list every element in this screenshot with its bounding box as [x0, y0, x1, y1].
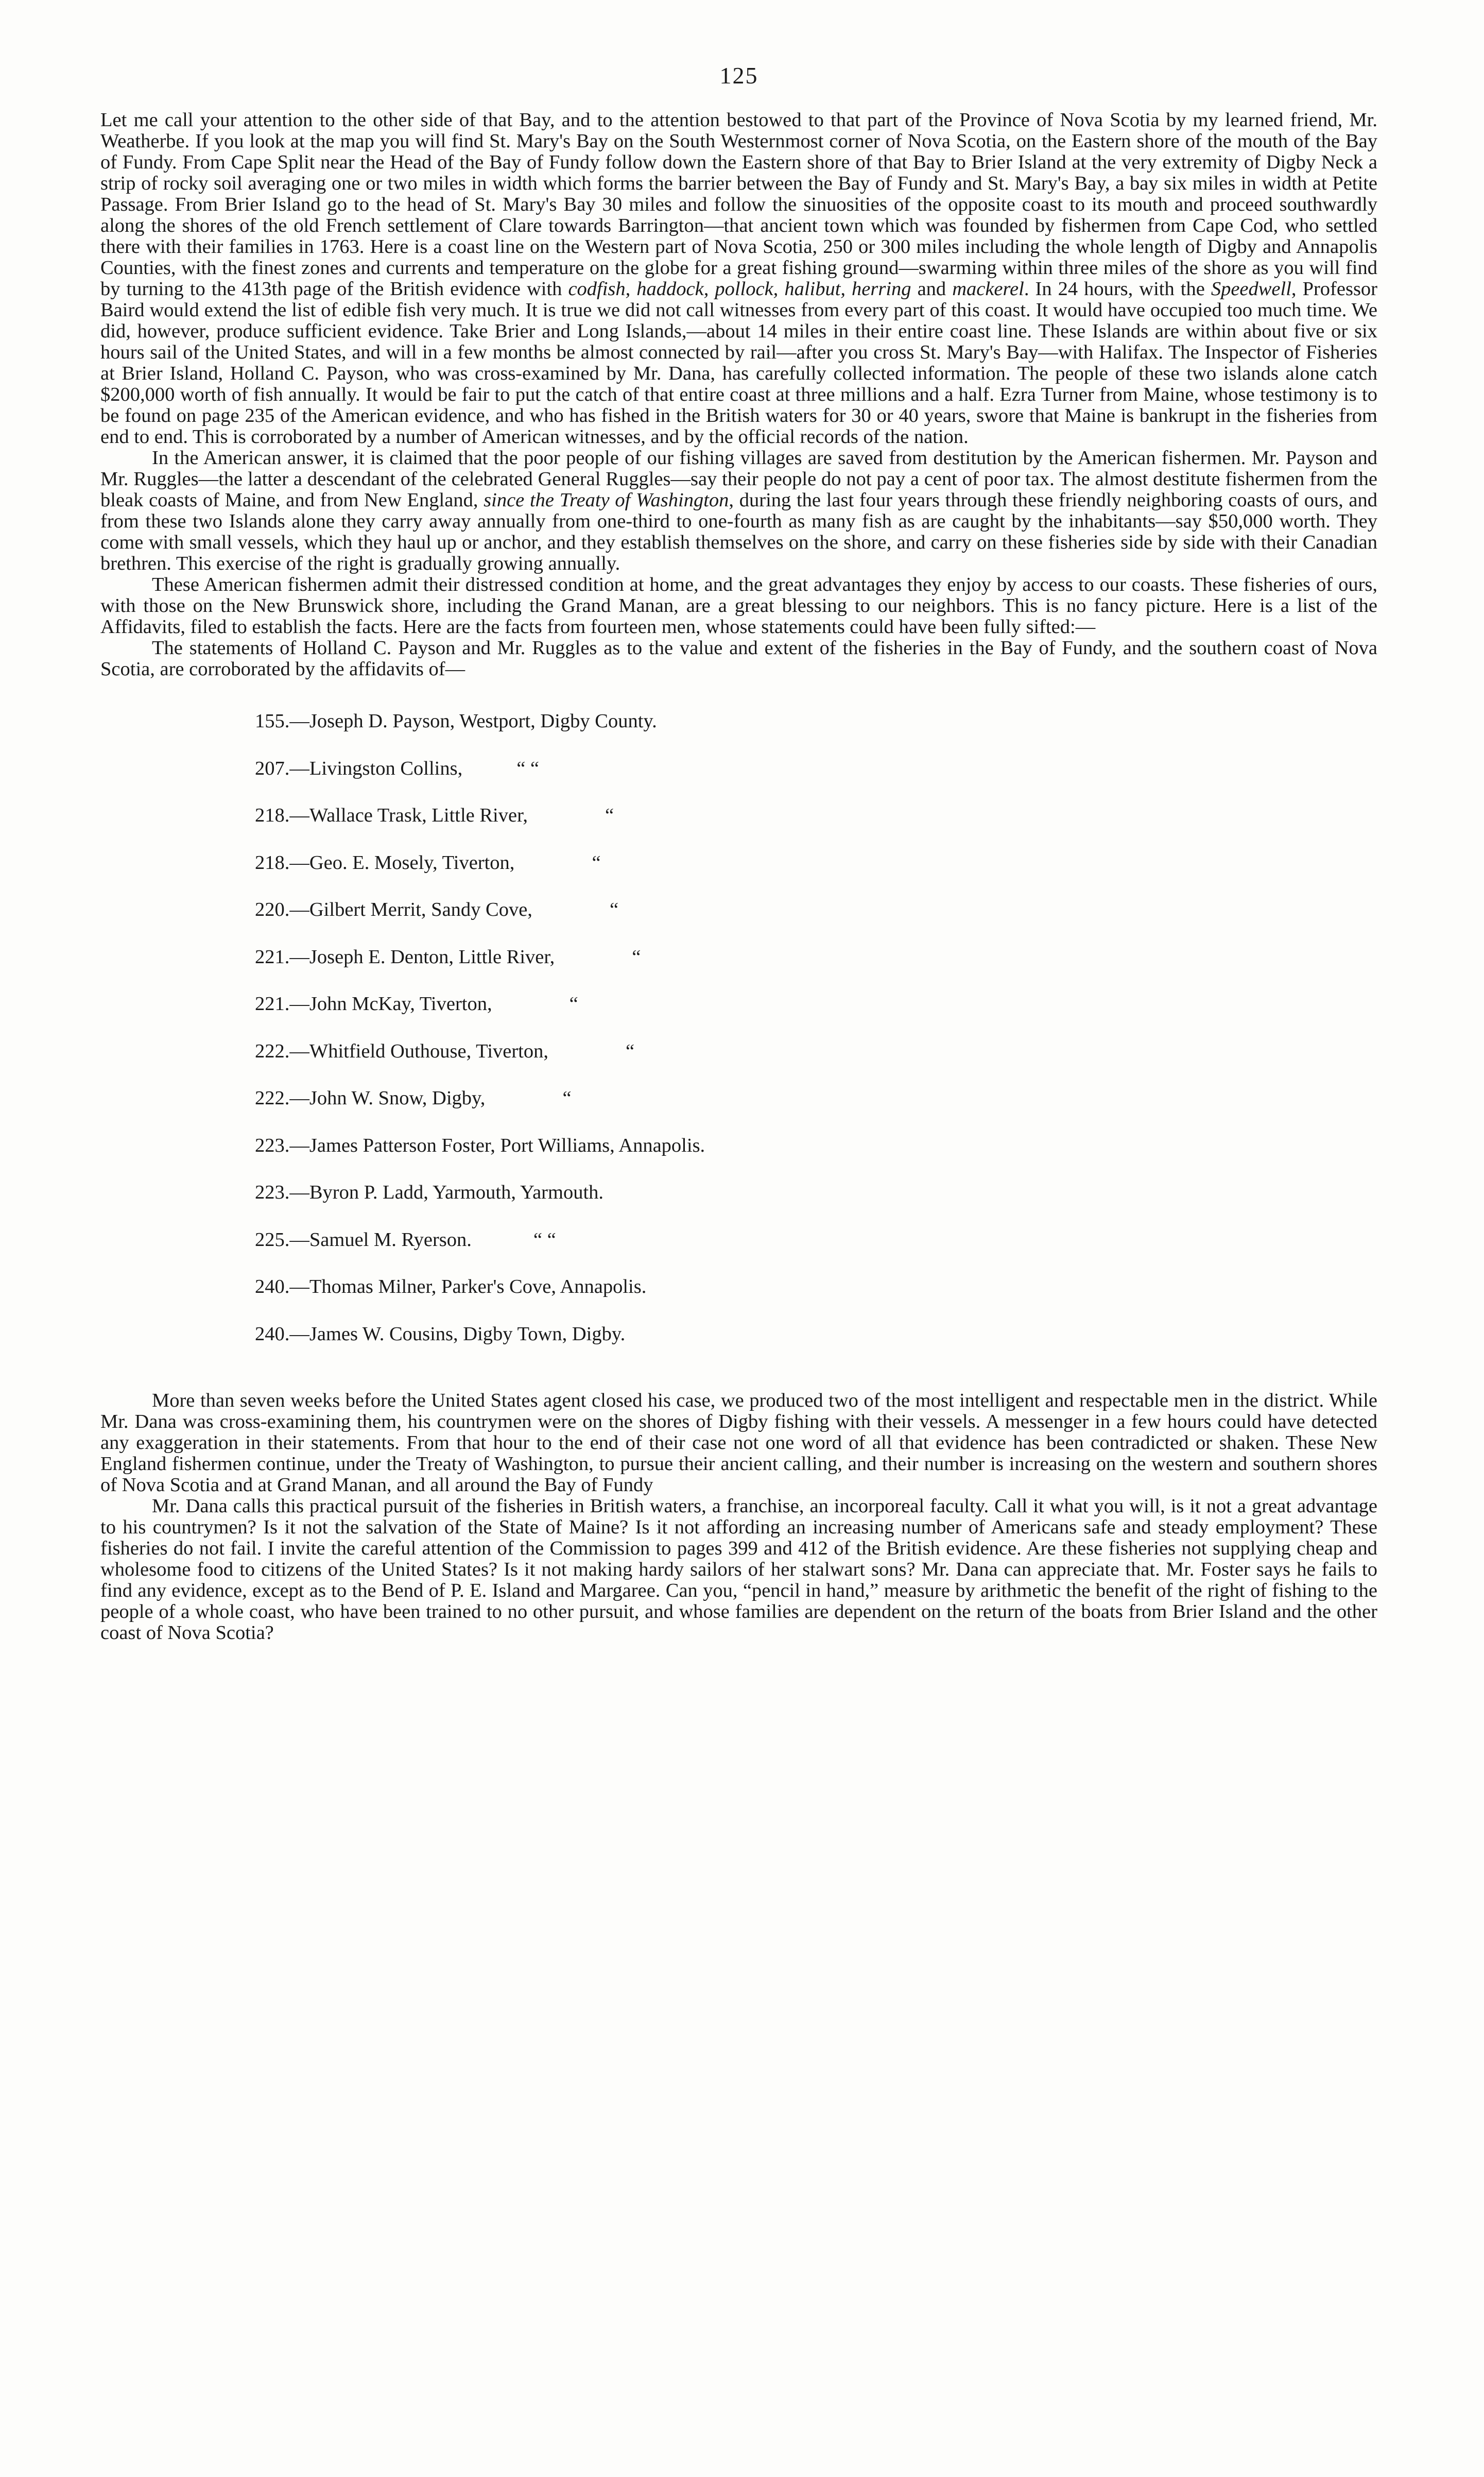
paragraph-text: , during the last four years through these friendly neighboring coasts of ours, and from these two Islands alone they carry away annually from one-third to one-fourth as many fish as are caught by the inhabitants—say $50,000 worth. They come with small vessels, which they haul up or anchor, and they establish themselves on the shore, and carry on these fisheries side by side with their Canadian brethren. This exercise of the right is gradually growing annually.	[100, 489, 1377, 574]
affidavit-row	[255, 993, 1377, 1040]
paragraph	[100, 448, 1377, 574]
ditto-mark: “	[605, 805, 614, 826]
affidavit-row	[255, 1275, 1377, 1323]
affidavit-entry: 223.—Byron P. Ladd, Yarmouth, Yarmouth.	[255, 1182, 604, 1203]
affidavit-row	[255, 1323, 1377, 1370]
affidavit-entry: 222.—John W. Snow, Digby,	[255, 1087, 486, 1109]
body-text-top	[100, 110, 1377, 680]
ditto-mark: “	[632, 946, 641, 968]
ditto-mark: “	[592, 851, 601, 874]
paragraph	[100, 1390, 1377, 1496]
affidavit-entry: 240.—James W. Cousins, Digby Town, Digby.	[255, 1323, 626, 1345]
paragraph-text: In the American answer, it is claimed that the poor people of our fishing villages are saved from destitution by the American fishermen. Mr. Payson and Mr. Ruggles—the latter a descendant of the celebrated General Ruggles—say their people do not pay a cent of poor tax. The almost destitute fishermen from the bleak coasts of Maine, and from New England,	[100, 447, 1377, 511]
paragraph-text: More than seven weeks before the United States agent closed his case, we produced two of the most intelligent and respectable men in the district. While Mr. Dana was cross-examining them, his countrymen were on the shores of Digby fishing with their vessels. A messenger in a few hours could have detected any exaggeration in their statements. From that hour to the end of their case not one word of all that evidence has been contradicted or shaken. These New England fishermen continue, under the Treaty of Washington, to pursue their ancient calling, and their number is increasing on the western and southern shores of Nova Scotia and at Grand Manan, and all around the Bay of Fundy	[100, 1390, 1377, 1496]
affidavit-row	[255, 1040, 1377, 1087]
affidavit-entry: 221.—John McKay, Tiverton,	[255, 993, 492, 1015]
document-page	[100, 62, 1377, 2452]
page-number: 125	[719, 62, 758, 89]
affidavit-row	[255, 1228, 1377, 1276]
paragraph	[100, 574, 1377, 638]
affidavit-entry: 222.—Whitfield Outhouse, Tiverton,	[255, 1040, 548, 1062]
italic-text: since the Treaty of Washington	[484, 489, 729, 511]
paragraph-text: . In 24 hours, with the	[1024, 278, 1211, 300]
affidavit-entry: 221.—Joseph E. Denton, Little River,	[255, 946, 555, 968]
affidavit-row	[255, 710, 1377, 757]
ditto-mark: “ “	[533, 1228, 556, 1251]
affidavit-entry: 225.—Samuel M. Ryerson.	[255, 1228, 472, 1251]
paragraph-text: These American fishermen admit their distressed condition at home, and the great advantages they enjoy by access to our coasts. These fisheries of ours, with those on the New Brunswick shore, including the Grand Manan, are a great blessing to our neighbors. This is no fancy picture. Here is a list of the Affidavits, filed to establish the facts. Here are the facts from fourteen men, whose statements could have been fully sifted:—	[100, 574, 1377, 638]
affidavit-entry: 218.—Wallace Trask, Little River,	[255, 805, 528, 826]
body-text-bottom	[100, 1390, 1377, 1644]
affidavit-entry: 240.—Thomas Milner, Parker's Cove, Annapolis.	[255, 1276, 647, 1297]
paragraph-text: and	[911, 278, 953, 300]
paragraph	[100, 638, 1377, 680]
paragraph	[100, 110, 1377, 448]
ditto-mark: “	[569, 993, 578, 1015]
ditto-mark: “	[562, 1087, 572, 1109]
affidavit-row	[255, 946, 1377, 993]
paragraph	[100, 1496, 1377, 1644]
ditto-mark: “ “	[516, 757, 540, 779]
affidavit-row	[255, 898, 1377, 946]
affidavit-list	[100, 710, 1377, 1370]
ditto-mark: “	[626, 1040, 635, 1062]
italic-text: codfish, haddock, pollock, halibut, herring	[568, 278, 911, 300]
affidavit-row	[255, 1134, 1377, 1182]
affidavit-row	[255, 1181, 1377, 1228]
affidavit-entry: 223.—James Patterson Foster, Port Williams, Annapolis.	[255, 1134, 705, 1156]
affidavit-entry: 220.—Gilbert Merrit, Sandy Cove,	[255, 899, 532, 920]
affidavit-entry: 155.—Joseph D. Payson, Westport, Digby County.	[255, 710, 657, 732]
italic-text: mackerel	[952, 278, 1024, 300]
affidavit-row	[255, 804, 1377, 851]
paragraph-text: , Professor Baird would extend the list of edible fish very much. It is true we did not call witnesses from every part of this coast. It would have occupied too much time. We did, however, produce sufficient evidence. Take Brier and Long Islands,—about 14 miles in their entire coast line. These Islands are within about five or six hours sail of the United States, and will in a few months be almost connected by rail—after you cross St. Mary's Bay—with Halifax. The Inspector of Fisheries at Brier Island, Holland C. Payson, who was cross-examined by Mr. Dana, has carefully collected information. The people of these two islands alone catch $200,000 worth of fish annually. It would be fair to put the catch of that entire coast at three millions and a half. Ezra Turner from Maine, whose testimony is to be found on page 235 of the American evidence, and who has fished in the British waters for 30 or 40 years, swore that Maine is bankrupt in the fisheries from end to end. This is corroborated by a number of American witnesses, and by the official records of the nation.	[100, 278, 1377, 448]
affidavit-row	[255, 851, 1377, 899]
affidavit-entry: 218.—Geo. E. Mosely, Tiverton,	[255, 851, 515, 874]
paragraph-text: Let me call your attention to the other side of that Bay, and to the attention bestowed to that part of the Province of Nova Scotia by my learned friend, Mr. Weatherbe. If you look at the map you will find St. Mary's Bay on the South Westernmost corner of Nova Scotia, on the Eastern shore of the mouth of the Bay of Fundy. From Cape Split near the Head of the Bay of Fundy follow down the Eastern shore of that Bay to Brier Island at the very extremity of Digby Neck a strip of rocky soil averaging one or two miles in width which forms the barrier between the Bay of Fundy and St. Mary's Bay, a bay six miles in width at Petite Passage. From Brier Island go to the head of St. Mary's Bay 30 miles and follow the sinuosities of the opposite coast to its mouth and proceed southwardly along the shores of the old French settlement of Clare towards Barrington—that ancient town which was founded by fishermen from Cape Cod, who settled there with their families in 1763. Here is a coast line on the Western part of Nova Scotia, 250 or 300 miles including the whole length of Digby and Annapolis Counties, with the finest zones and currents and temperature on the globe for a great fishing ground—swarming within three miles of the shore as you will find by turning to the 413th page of the British evidence with	[100, 109, 1377, 300]
affidavit-entry: 207.—Livingston Collins,	[255, 757, 463, 779]
paragraph-text: Mr. Dana calls this practical pursuit of the fisheries in British waters, a franchise, an incorporeal faculty. Call it what you will, is it not a great advantage to his countrymen? Is it not the salvation of the State of Maine? Is it not affording an increasing number of Americans safe and steady employment? These fisheries do not fail. I invite the careful attention of the Commission to pages 399 and 412 of the British evidence. Are these fisheries not supplying cheap and wholesome food to citizens of the United States? Is it not making hardy sailors of her stalwart sons? Mr. Dana can appreciate that. Mr. Foster says he fails to find any evidence, except as to the Bend of P. E. Island and Margaree. Can you, “pencil in hand,” measure by arithmetic the benefit of the right of fishing to the people of a whole coast, who have been trained to no other pursuit, and whose families are dependent on the return of the boats from Brier Island and the other coast of Nova Scotia?	[100, 1495, 1377, 1644]
affidavit-row	[255, 757, 1377, 805]
paragraph-text: The statements of Holland C. Payson and Mr. Ruggles as to the value and extent of the fisheries in the Bay of Fundy, and the southern coast of Nova Scotia, are corroborated by the affidavits of—	[100, 637, 1377, 680]
italic-text: Speedwell	[1211, 278, 1291, 300]
ditto-mark: “	[609, 899, 619, 920]
affidavit-row	[255, 1087, 1377, 1134]
